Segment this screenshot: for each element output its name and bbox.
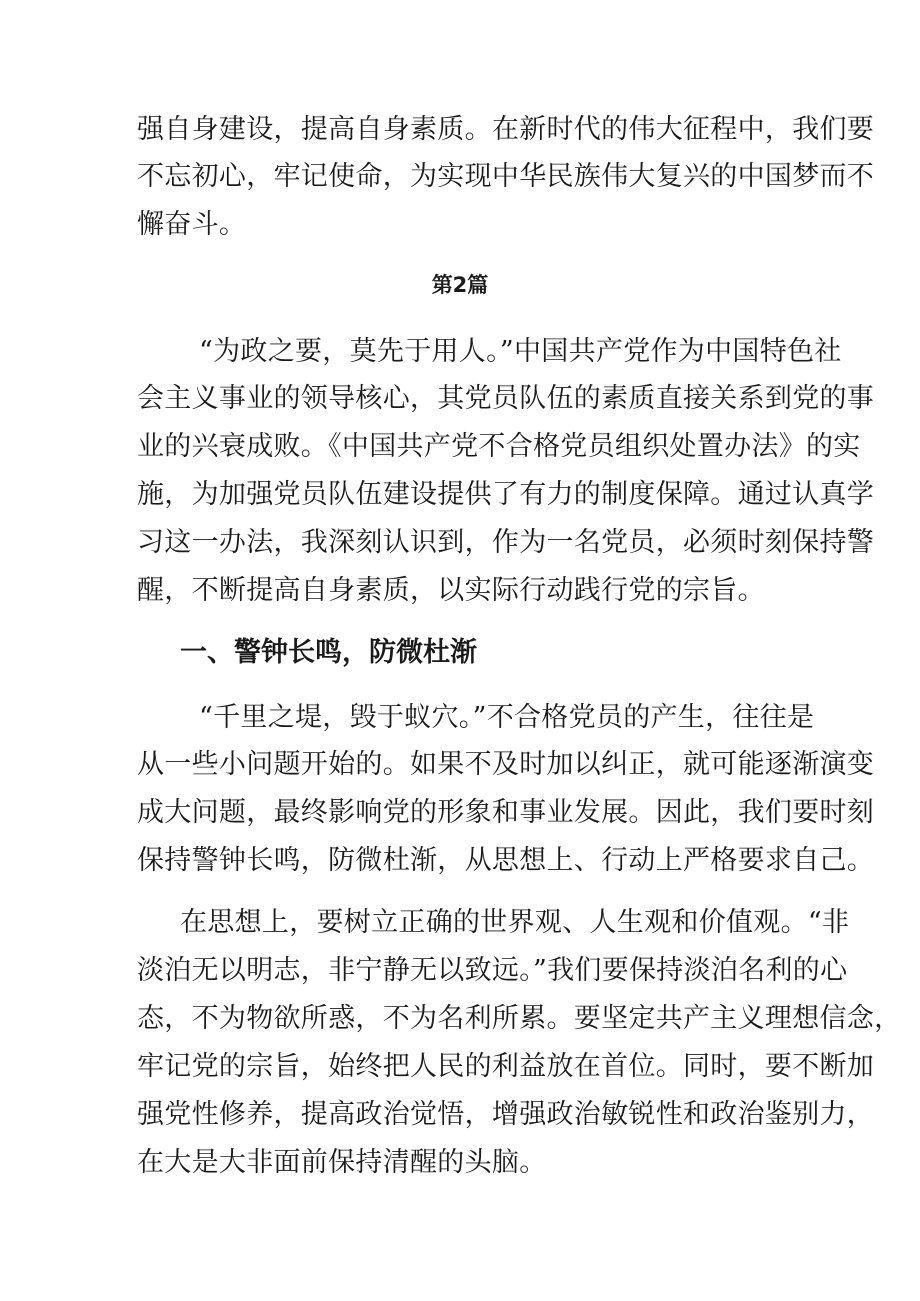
article-heading: 第2篇 xyxy=(431,273,489,297)
paragraph-line: 强自身建设，提高自身素质。在新时代的伟大征程中，我们要 xyxy=(137,114,875,145)
paragraph-line: 态，不为物欲所惑，不为名利所累。要坚定共产主义理想信念， xyxy=(137,1003,902,1034)
paragraph-line: 不忘初心，牢记使命，为实现中华民族伟大复兴的中国梦而不 xyxy=(137,161,875,192)
paragraph-line: 强党性修养，提高政治觉悟，增强政治敏锐性和政治鉴别力， xyxy=(137,1099,875,1130)
paragraph-line: 在大是大非面前保持清醒的头脑。 xyxy=(137,1147,547,1178)
paragraph-line: “千里之堤，毁于蚁穴。”不合格党员的产生，往往是 xyxy=(199,702,815,733)
paragraph-line: 从一些小问题开始的。如果不及时加以纠正，就可能逐渐演变 xyxy=(137,749,875,780)
paragraph-line: 施，为加强党员队伍建设提供了有力的制度保障。通过认真学 xyxy=(137,479,875,510)
paragraph-line: 保持警钟长鸣，防微杜渐，从思想上、行动上严格要求自己。 xyxy=(137,845,875,876)
paragraph-line: 成大问题，最终影响党的形象和事业发展。因此，我们要时刻 xyxy=(137,797,875,828)
section-heading: 一、警钟长鸣，防微杜渐 xyxy=(180,637,477,668)
paragraph-line: 会主义事业的领导核心，其党员队伍的素质直接关系到党的事 xyxy=(137,383,875,414)
paragraph-line: 醒，不断提高自身素质，以实际行动践行党的宗旨。 xyxy=(137,575,765,606)
paragraph-line: 习这一办法，我深刻认识到，作为一名党员，必须时刻保持警 xyxy=(137,527,875,558)
paragraph-line: 懈奋斗。 xyxy=(137,209,247,240)
paragraph-line: 在思想上，要树立正确的世界观、人生观和价值观。“非 xyxy=(180,907,850,938)
paragraph-line: 牢记党的宗旨，始终把人民的利益放在首位。同时，要不断加 xyxy=(137,1051,875,1082)
paragraph-line: “为政之要，莫先于用人。”中国共产党作为中国特色社 xyxy=(199,336,842,367)
paragraph-line: 淡泊无以明志，非宁静无以致远。”我们要保持淡泊名利的心 xyxy=(137,955,848,986)
paragraph-line: 业的兴衰成败。《中国共产党不合格党员组织处置办法》的实 xyxy=(137,431,861,462)
